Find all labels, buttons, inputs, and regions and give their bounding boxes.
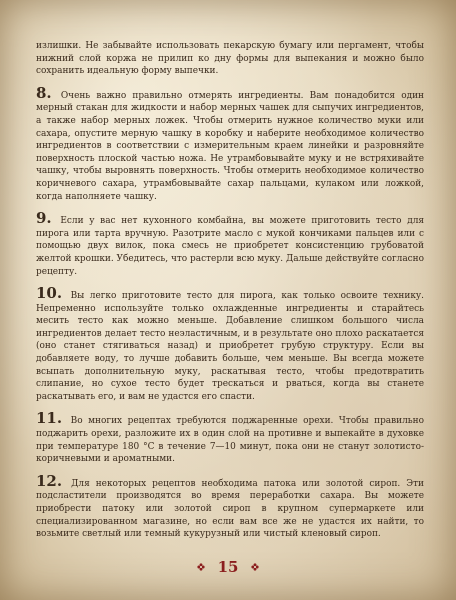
tip-paragraph-8 [36,83,425,203]
tip-number: 8. [36,83,52,102]
intro-text: излишки. Не забывайте использовать пекарскую бумагу или пергамент, чтобы нижний слой коржа не прилип ко дну формы для выпекания и можно было сохранить идеальную форму выпечки. [36,41,424,77]
tip-text: Для некоторых рецептов необходима патока или золотой сироп. Эти подсластители производятся во время переработки сахара. Вы можете приобрести патоку или золотой сироп в крупном супермаркете или специализированном магазине, но если вам все же не удастся их найти, то возьмите светлый или темный кукурузный или чистый кленовый сироп. [36,478,424,540]
tip-text: Во многих рецептах требуются поджаренные орехи. Чтобы правильно поджарить орехи, разложите их в один слой на противне и выпекайте в духовке при температуре 180 °C в течение 7—10 минут, пока они не станут золотисто-коричневыми и ароматными. [36,416,425,465]
tip-paragraph-12 [36,471,424,541]
tip-number: 9. [36,209,52,228]
tip-paragraph-11 [36,409,425,465]
tip-text: Если у вас нет кухонного комбайна, вы можете приготовить тесто для пирога или тарта вручную. Разотрите масло с мукой кончиками пальцев или с помощью двух вилок, пока смесь не приобретет консистенцию грубоватой желтой крошки. Убедитесь, что растерли всю муку. Дальше действуйте согласно рецепту. [36,216,425,277]
page-body [36,40,424,550]
tip-text: Очень важно правильно отмерять ингредиенты. Вам понадобится один мерный стакан для жидкости и набор мерных чашек для сыпучих ингредиентов, а также набор мерных ложек. Чтобы отмерить нужное количество муки или сахара, опустите мерную чашку в коробку и наберите необходимое количество ингредиентов в соответствии с измерительным краем линейки и разровняйте поверхность плоской частью ножа. Не утрамбовывайте муку и не встряхивайте чашку, чтобы выровнять поверхность. Чтобы отмерить необходимое количество коричневого сахара, утрамбовывайте сахар пальцами, кулаком или ложкой, когда наполняете чашку. [36,90,425,202]
tip-number: 10. [36,284,63,303]
tip-paragraph-9 [36,209,425,278]
page-number: 15 [217,557,239,576]
flower-ornament-icon [251,563,259,571]
tip-text: Вы легко приготовите тесто для пирога, как только освоите технику. Непременно используйте только охлажденные ингредиенты и старайтесь месить тесто как можно меньше. Добавление слишком большого числа ингредиентов делает тесто неэластичным, и в результате оно плохо раскатается (оно станет стягиваться назад) и приобретет грубую структуру. Если вы добавляете воду, то лучше добавить больше, чем меньше. Вы всегда можете всыпать дополнительную муку, раскатывая тесто, чтобы предотвратить слипание, но сухое тесто будет трескаться и рваться, когда вы станете раскатывать его, и вам не удастся его спасти. [36,291,425,402]
flower-ornament-icon [197,563,205,571]
intro-paragraph [36,40,424,78]
tip-paragraph-10 [36,284,425,403]
tip-number: 11. [36,409,63,428]
tip-number: 12. [36,471,63,490]
page-footer [0,556,456,580]
